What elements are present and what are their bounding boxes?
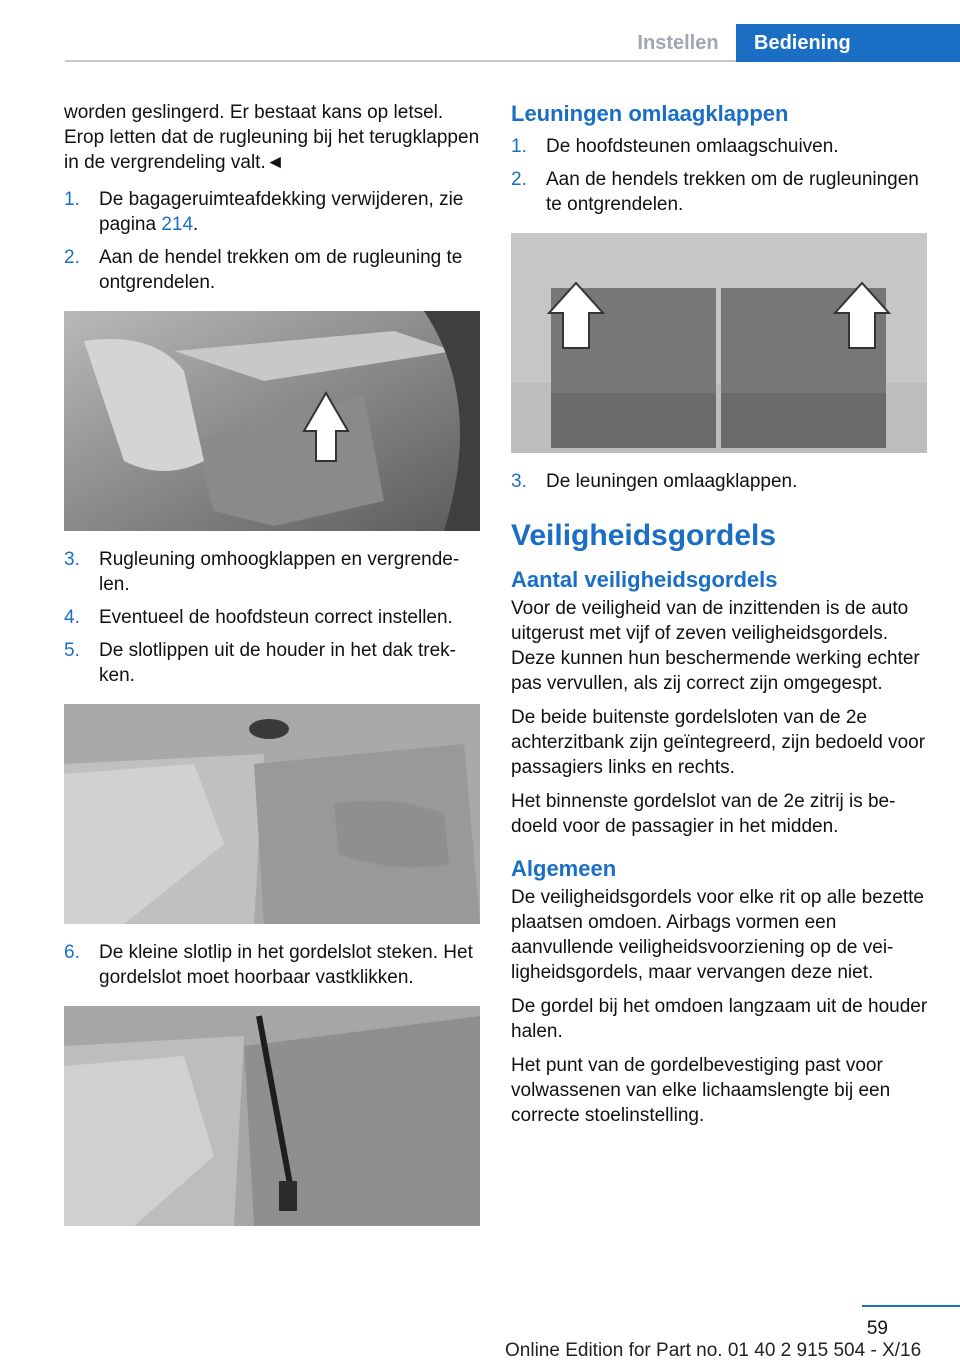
paragraph-6: Het punt van de gordelbevestiging past voor volwassenen van elke lichaamslengte bij een correcte stoelinstelling. [511,1055,891,1126]
paragraph-2: De beide buitenste gordelsloten van de 2e achterzitbank zijn geïntegreerd, zijn bedoeld voor passagiers links en rechts. [511,707,926,778]
paragraph-3: Het binnenste gordelslot van de 2e zitrij is bedoeld voor de passagier in het midden. [511,791,896,837]
left-column [64,100,482,1242]
steps-list-c [64,940,482,990]
figure-rear-seats [511,233,927,453]
paragraph-1: Voor de veiligheid van de inzittenden is de auto uitgerust met vijf of zeven veiligheidsgordels. Deze kunnen hun beschermende werking echter pas vervullen, als zij correct zijn omgegespt. [511,598,920,694]
tab-bediening[interactable]: Bediening [736,24,960,62]
heading-seatbelts: Veiligheidsgordels [511,519,777,552]
step-4: 4. Eventueel de hoofdsteun correct instellen. [64,607,453,628]
paragraph-5: De gordel bij het omdoen langzaam uit de houder halen. [511,996,928,1042]
step-6: 6. De kleine slotlip in het gordelslot steken. Het gordelslot moet hoorbaar vastklikken. [64,942,473,988]
tab-instellen[interactable]: Instellen [637,32,719,54]
figure-seat-lever [64,311,480,531]
step-3: 3. Rugleuning omhoogklappen en vergrendelen. [64,549,460,595]
right-column [511,100,931,1137]
step-1: 1. De bagageruimteafdekking verwijderen, zie pagina 214. [64,189,464,235]
page-number: 59 [866,1318,888,1339]
fold-step-1: 1. De hoofdsteunen omlaagschuiven. [511,136,839,157]
fold-step-3: 3. De leuningen omlaagklappen. [511,471,798,492]
footer-edition: Online Edition for Part no. 01 40 2 915 504 - X/16 [505,1340,922,1361]
heading-general: Algemeen [511,856,617,881]
heading-seatbelt-count: Aantal veiligheidsgordels [511,567,778,592]
fold-steps [511,134,931,217]
step-2: 2. Aan de hendel trekken om de rugleuning te ontgrendelen. [64,247,463,293]
figure-belt-holder [64,704,480,924]
page-link[interactable]: 214 [161,214,194,235]
intro-text: worden geslingerd. Er bestaat kans op letsel. Erop letten dat de rugleuning bij het terugklappen in de vergrendeling valt.◄ [64,102,480,173]
fold-step-2: 2. Aan de hendels trekken om de rugleuningen te ontgrendelen. [511,169,919,215]
steps-list-b [64,547,482,688]
figure-belt-buckle [64,1006,480,1226]
steps-list-a [64,187,482,295]
paragraph-4: De veiligheidsgordels voor elke rit op alle bezette plaatsen omdoen. Airbags vormen een aanvullende veiligheidsvoorziening op de veiligheidsgordels, maar vervangen deze niet. [511,887,924,983]
step-5: 5. De slotlippen uit de houder in het dak trekken. [64,640,456,686]
fold-steps-b [511,469,931,494]
heading-fold-seats: Leuningen omlaagklappen [511,101,789,126]
page-number-rule [862,1305,960,1307]
